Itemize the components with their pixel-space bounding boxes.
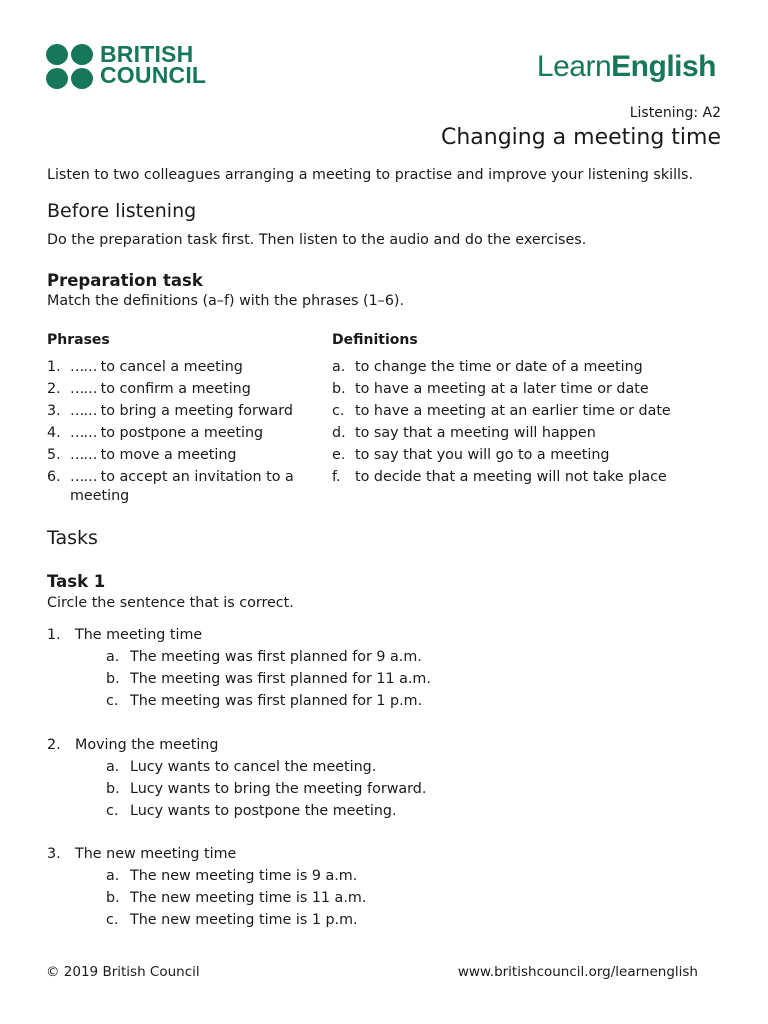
- answer-option[interactable]: [106, 778, 426, 800]
- before-listening-heading: Before listening: [47, 200, 197, 222]
- answer-blank: ……: [70, 403, 97, 419]
- tasks-heading: Tasks: [47, 527, 98, 549]
- phrase-text: to accept an invitation to a meeting: [70, 469, 294, 504]
- question-number: 3.: [47, 846, 61, 862]
- answer-blank: ……: [70, 469, 97, 485]
- question-text: The meeting time: [75, 627, 203, 643]
- logo-text-line1: BRITISH: [100, 41, 194, 67]
- definition-letter: a.: [332, 359, 346, 375]
- brand-light: Learn: [536, 50, 612, 83]
- definition-item: [332, 400, 732, 422]
- answer-option[interactable]: [106, 756, 426, 778]
- option-text: Lucy wants to cancel the meeting.: [130, 759, 377, 775]
- option-letter: c.: [106, 803, 119, 819]
- phrases-heading: Phrases: [47, 332, 110, 348]
- definition-item: [332, 444, 732, 466]
- answer-option[interactable]: [106, 668, 431, 690]
- answer-blank: ……: [70, 425, 97, 441]
- answer-option[interactable]: [106, 690, 431, 712]
- option-letter: a.: [106, 759, 120, 775]
- page-title: Changing a meeting time: [440, 125, 721, 150]
- answer-blank: ……: [70, 359, 97, 375]
- level-label: Listening: A2: [629, 105, 721, 121]
- definition-letter: e.: [332, 447, 346, 463]
- option-letter: b.: [106, 671, 120, 687]
- definitions-heading: Definitions: [332, 332, 418, 348]
- preparation-instruction: Match the definitions (a–f) with the phrases (1–6).: [47, 293, 405, 309]
- definition-text: to say that you will go to a meeting: [355, 447, 610, 463]
- phrase-text: to bring a meeting forward: [100, 403, 293, 419]
- definitions-list: [332, 356, 732, 488]
- phrase-number: 6.: [47, 469, 61, 485]
- definition-text: to have a meeting at a later time or date: [355, 381, 649, 397]
- option-text: The meeting was first planned for 11 a.m.: [130, 671, 431, 687]
- definition-text: to decide that a meeting will not take place: [355, 469, 667, 485]
- answer-option[interactable]: [106, 646, 431, 668]
- definition-letter: c.: [332, 403, 345, 419]
- phrase-text: to move a meeting: [100, 447, 237, 463]
- answer-blank: ……: [70, 447, 97, 463]
- answer-option[interactable]: [106, 887, 366, 909]
- definition-item: [332, 466, 732, 488]
- option-text: Lucy wants to postpone the meeting.: [130, 803, 397, 819]
- phrase-text: to confirm a meeting: [100, 381, 251, 397]
- question-number: 2.: [47, 737, 61, 753]
- learnenglish-logo: [537, 50, 716, 84]
- footer-copyright: © 2019 British Council: [46, 964, 200, 980]
- phrases-list: [47, 356, 297, 506]
- definition-text: to change the time or date of a meeting: [355, 359, 643, 375]
- phrase-number: 1.: [47, 359, 61, 375]
- answer-option[interactable]: [106, 800, 426, 822]
- phrase-number: 4.: [47, 425, 61, 441]
- question-1-options: [106, 646, 431, 712]
- definition-text: to have a meeting at an earlier time or date: [355, 403, 671, 419]
- phrase-item: [47, 400, 297, 422]
- option-letter: c.: [106, 693, 119, 709]
- british-council-logo: [46, 41, 216, 90]
- footer-url[interactable]: www.britishcouncil.org/learnenglish: [457, 964, 698, 980]
- definition-letter: b.: [332, 381, 346, 397]
- definition-item: [332, 422, 732, 444]
- definition-item: [332, 378, 732, 400]
- before-listening-text: Do the preparation task first. Then listen to the audio and do the exercises.: [47, 232, 587, 248]
- option-letter: b.: [106, 781, 120, 797]
- option-letter: b.: [106, 890, 120, 906]
- logo-dots-icon: [46, 44, 94, 90]
- phrase-number: 3.: [47, 403, 61, 419]
- answer-option[interactable]: [106, 909, 366, 931]
- brand-bold: English: [611, 50, 716, 83]
- phrase-item: [47, 466, 297, 506]
- question-3: [47, 843, 447, 865]
- option-letter: a.: [106, 649, 120, 665]
- definition-letter: d.: [332, 425, 346, 441]
- question-number: 1.: [47, 627, 61, 643]
- option-text: Lucy wants to bring the meeting forward.: [130, 781, 427, 797]
- question-1: [47, 624, 447, 646]
- phrase-item: [47, 444, 297, 466]
- question-text: Moving the meeting: [75, 737, 219, 753]
- option-letter: c.: [106, 912, 119, 928]
- question-2-options: [106, 756, 426, 822]
- phrase-number: 2.: [47, 381, 61, 397]
- definition-item: [332, 356, 732, 378]
- logo-text: [100, 41, 207, 88]
- task1-heading: Task 1: [47, 572, 106, 591]
- option-text: The meeting was first planned for 1 p.m.: [130, 693, 423, 709]
- phrase-text: to cancel a meeting: [100, 359, 243, 375]
- question-text: The new meeting time: [75, 846, 237, 862]
- phrase-item: [47, 378, 297, 400]
- question-3-options: [106, 865, 366, 931]
- definition-text: to say that a meeting will happen: [355, 425, 596, 441]
- preparation-heading: Preparation task: [47, 271, 203, 290]
- question-2: [47, 734, 447, 756]
- phrase-text: to postpone a meeting: [100, 425, 264, 441]
- task1-instruction: Circle the sentence that is correct.: [47, 595, 294, 611]
- phrase-item: [47, 422, 297, 444]
- definition-letter: f.: [332, 469, 341, 485]
- answer-option[interactable]: [106, 865, 366, 887]
- logo-text-line2: COUNCIL: [100, 62, 207, 88]
- intro-text: Listen to two colleagues arranging a meeting to practise and improve your listening skills.: [47, 167, 694, 183]
- answer-blank: ……: [70, 381, 97, 397]
- phrase-item: [47, 356, 297, 378]
- phrase-number: 5.: [47, 447, 61, 463]
- option-text: The new meeting time is 9 a.m.: [130, 868, 358, 884]
- option-text: The new meeting time is 11 a.m.: [130, 890, 367, 906]
- option-text: The meeting was first planned for 9 a.m.: [130, 649, 422, 665]
- option-text: The new meeting time is 1 p.m.: [130, 912, 358, 928]
- option-letter: a.: [106, 868, 120, 884]
